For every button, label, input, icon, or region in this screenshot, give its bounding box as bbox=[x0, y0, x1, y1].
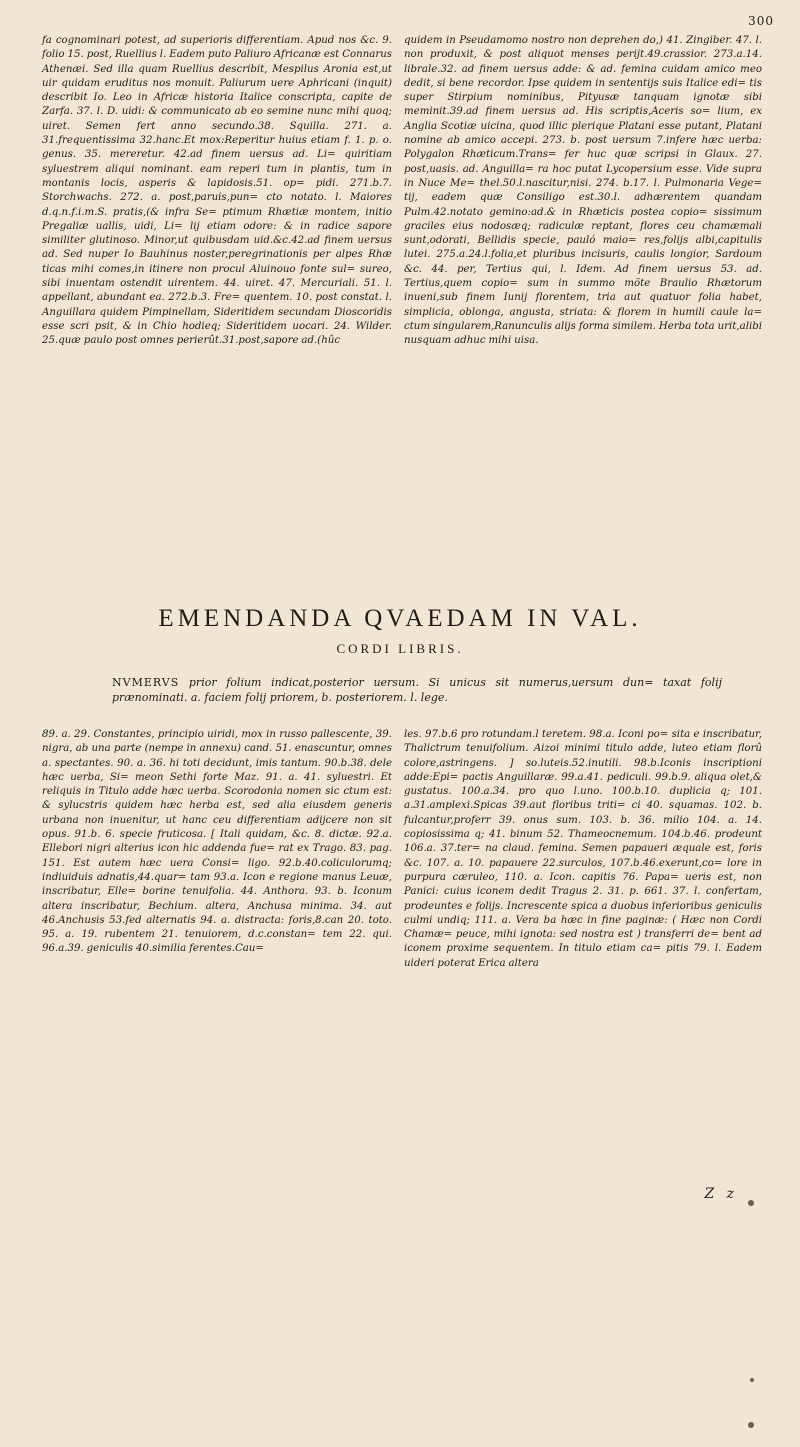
intro-caps: NVMERVS bbox=[112, 676, 180, 689]
intro-paragraph bbox=[112, 675, 722, 705]
signature-mark: Z z bbox=[704, 1186, 738, 1202]
section-heading: EMENDANDA QVAEDAM IN VAL. bbox=[158, 605, 642, 632]
page-number: 300 bbox=[748, 14, 774, 28]
text-column-top-left: fa cognominari potest, ad superioris differentiam. Apud nos &c. 9. folio 15. post, Ruellius l. Eadem puto Paliuro Africanæ est Connarus Athenæi. Sed illa quam Ruellius describit, Mespilus Aronia est,ut uir quidam eruditus nos monuit. Paliurum uere Aphricani (inquit) describit Io. Leo in Africæ historia Italice conscripta, capite de Zarfa. 37. l. D. uidi: & communicato ab eo semine nunc mihi quoq; uiret. Semen fert anno secundo.38. Squilla. 271. a. 31.frequentissima 32.hanc.Et mox:Reperitur huius etiam f. 1. p. o. genus. 35. mereretur. 42.ad finem uersus ad. Li= quiritiam syluestrem aliqui nominant. eam reperi tum in plantis, tum in montanis locis, asperis & lapidosis.51. op= pidi. 271.b.7. Storchwachs. 272. a. post,paruis,pun= cto notato. l. Maiores d.q.n.f.i.m.S. pratis,(& infra Se= ptimum Rhætiæ montem, initio Pregaliæ uallis, uidi, Li= lij etiam odore: & in radice sapore similiter glutinoso. Minor,ut quibusdam uid.&c.42.ad finem uersus ad. Sed nuper Io Bauhinus noster,peregrinationis per alpes Rhæ ticas mihi comes,in itinere non procul Aluinouo fonte sul= sureo, sibi inuentam ostendit uirentem. 44. uiret. 47. Mercuriali. 51. l. appellant, abundant ea. 272.b.3. Fre= quentem. 10. post constat. l. Anguillara quidem Pimpinellam, Sideritidem secundam Dioscoridis esse scri psit, & in Chio hodieq; Sideritidem uocari. 24. Wilder. 25.quæ paulo post omnes perierût.31.post,sapore ad.(hûc bbox=[42, 35, 392, 347]
intro-text: prior folium indicat,posterior uersum. Si unicus sit numerus,uersum dun= taxat folij prænominati. a. faciem folij priorem, b. posteriorem. l. lege. bbox=[112, 676, 723, 704]
text-column-bottom-left: 89. a. 29. Constantes, principio uiridi, mox in russo pallescente, 39. nigra, ab una parte (nempe in annexu) cand. 51. enascuntur, omnes a. spectantes. 90. a. 36. hi toti decidunt, imis tantum. 90.b.38. dele hæc uerba, Si= meon Sethi forte Maz. 91. a. 41. syluestri. Et reliquis in Titulo adde hæc uerba. Scorodonia nomen sic ctum est: & sylucstris quidem hæc herba est, sed alia eiusdem generis urbana non inuenitur, ut hanc ceu differentiam adijcere non sit opus. 91.b. 6. specie fruticosa. [ Itali quidam, &c. 8. dictæ. 92.a. Ellebori nigri alterius icon hic addenda fue= rat ex Trago. 83. pag. 151. Est autem hæc uera Consi= ligo. 92.b.40.coliculorumq; indiuiduis adnatis,44.quar= tam 93.a. Icon e regione manus Leuæ, inscribatur, Elle= borine tenuifolia. 44. Anthora. 93. b. Iconum altera inscribatur, Bechium. altera, Anchusa minima. 34. aut 46.Anchusis 53.fed alternatis 94. a. distracta: foris,8.can 20. toto. 95. a. 19. rubentem 21. tenuiorem, d.c.constan= tem 22. qui. 96.a.39. geniculis 40.similia ferentes.Cau= bbox=[42, 729, 392, 955]
ink-dot-icon bbox=[748, 1422, 754, 1428]
ink-dot-icon bbox=[750, 1378, 754, 1382]
text-column-top-right: quidem in Pseudamomo nostro non deprehen do,) 41. Zingiber. 47. l. non produxit, & post aliquot menses perijt.49.crassior. 273.a.14. librale.32. ad finem uersus adde: & ad. femina cuidam amico meo dedit, si bene recordor. Ipse quidem in sententijs suis Italice edi= tis super Stirpium nominibus, Pityusæ tanquam ignotæ sibi meminit.39.ad finem uersus ad. His scriptis,Aceris so= lium, ex Anglia Scotiæ uicina, quod illic plerique Platani esse putant, Platani nomine ab amico accepi. 273. b. post uersum 7.infere hæc uerba: Polygalon Rhæticum.Trans= fer huc quæ scripsi in Glaux. 27. post,uasis. ad. Anguilla= ra hoc putat Lycopersium esse. Vide supra in Nuce Me= thel.50.l.nascitur,nisi. 274. b.17. l. Pulmonaria Vege= tij, eadem quæ Consiligo est.30.l. adhærentem quandam Pulm.42.notato gemino:ad.& in Rhæticis postea copio= sissimum graciles eius nodosæq; radiculæ reptant, flores ceu chamæmali sunt,odorati, Bellidis specie, pauló maio= res,folijs albi,capitulis lutei. 275.a.24.l.folia,et pluribus incisuris, caulis longior, Sardoum &c. 44. per, Tertius qui, l. Idem. Ad finem uersus 53. ad. Tertius,quem copio= sum in summo mõte Braulio Rhætorum inueni,sub finem Iunij florentem, tria aut quatuor folia habet, simplicia, oblonga, angusta, striata: & florem in humili caule la= ctum singularem,Ranunculis alijs forma similem. Herba tota urit,alibi nusquam adhuc mihi uisa. bbox=[404, 35, 762, 347]
ink-dot-icon bbox=[748, 1200, 754, 1206]
section-subheading: CORDI LIBRIS. bbox=[336, 641, 464, 656]
text-column-bottom-right: les. 97.b.6 pro rotundam.l teretem. 98.a. Iconi po= sita e inscribatur, Thalictrum tenuifolium. Aizoi minimi titulo adde, luteo etiam florû colore,astringens. ] so.luteis.52.inutili. 98.b.Iconis inscriptioni adde:Epi= pactis Anguillaræ. 99.a.41. pediculi. 99.b.9. aliqua olet,& gustatus. 100.a.34. pro quo l.uno. 100.b.10. duplicia q; 101. a.31.amplexi.Spicas 39.aut floribus triti= ci 40. squamas. 102. b. fulcantur,proferr 39. onus sum. 103. b. 36. milio 104. a. 14. copiosissima q; 41. binum 52. Thameocnemum. 104.b.46. prodeunt 106.a. 37.ter= na claud. femina. Semen papaueri æquale est, foris &c. 107. a. 10. papauere 22.surculos, 107.b.46.exerunt,co= lore in purpura cæruleo, 110. a. Icon. capitis 76. Papa= ueris est, non Panici: cuius iconem dedit Tragus 2. 31. p. 661. 37. l. confertam, prodeuntes e folijs. Increscente spica a duobus inferioribus geniculis culmi undiq; 111. a. Vera ba hæc in fine paginæ: ( Hæc non Cordi Chamæ= peuce, mihi ignota: sed nostra est ) transferri de= bent ad iconem proxime sequentem. In titulo etiam ca= pitis 79. l. Eadem uideri poterat Erica altera bbox=[404, 729, 762, 969]
